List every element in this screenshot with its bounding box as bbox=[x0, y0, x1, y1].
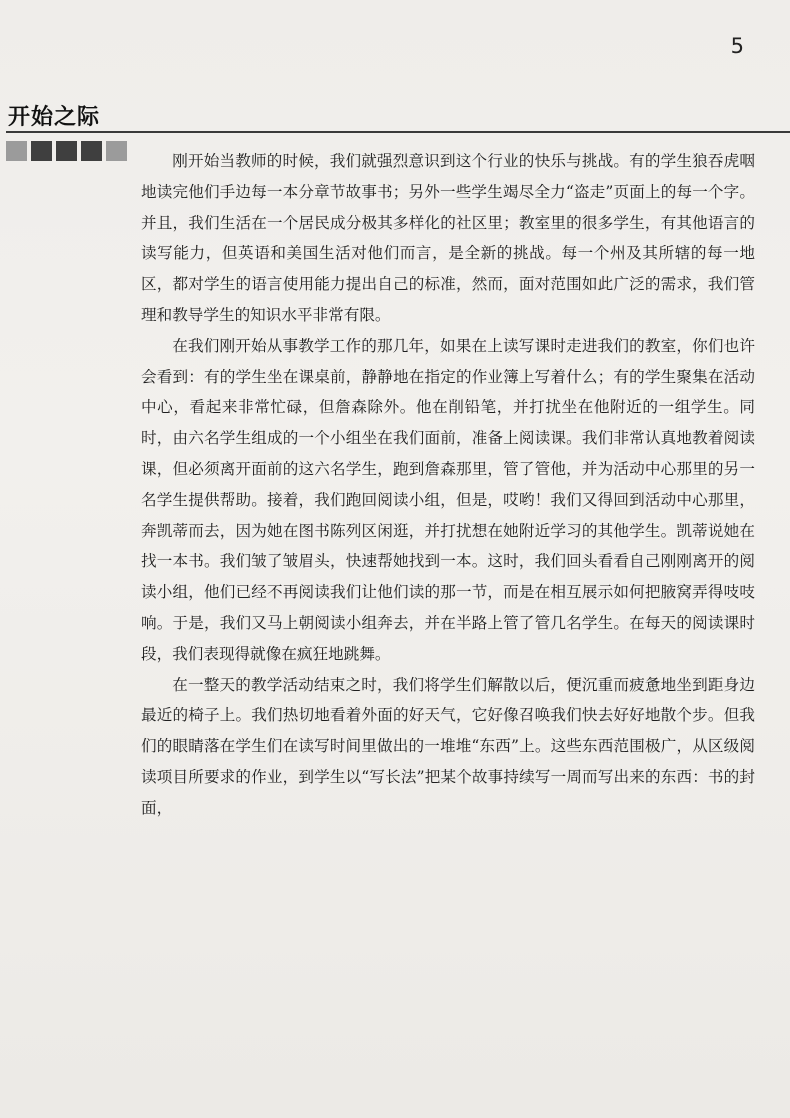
page-number: 5 bbox=[730, 34, 744, 58]
square-dark bbox=[31, 141, 52, 161]
square-light bbox=[106, 141, 127, 161]
section-title: 开始之际 bbox=[8, 104, 101, 130]
body-text bbox=[141, 146, 755, 824]
paragraph: 刚开始当教师的时候，我们就强烈意识到这个行业的快乐与挑战。有的学生狼吞虎咽地读完他们手边每一本分章节故事书；另外一些学生竭尽全力“盗走”页面上的每一个字。并且，我们生活在一个居民成分极其多样化的社区里；教室里的很多学生，有其他语言的读写能力，但英语和美国生活对他们而言，是全新的挑战。每一个州及其所辖的每一地区，都对学生的语言使用能力提出自己的标准，然而，面对范围如此广泛的需求，我们管理和教导学生的知识水平非常有限。 bbox=[141, 152, 755, 324]
square-light bbox=[6, 141, 27, 161]
title-rule bbox=[6, 131, 790, 133]
paragraph: 在一整天的教学活动结束之时，我们将学生们解散以后，便沉重而疲惫地坐到距身边最近的椅子上。我们热切地看着外面的好天气，它好像召唤我们快去好好地散个步。但我们的眼睛落在学生们在读写时间里做出的一堆堆“东西”上。这些东西范围极广，从区级阅读项目所要求的作业，到学生以“写长法”把某个故事持续写一周而写出来的东西：书的封面， bbox=[141, 675, 755, 817]
paragraph: 在我们刚开始从事教学工作的那几年，如果在上读写课时走进我们的教室，你们也许会看到：有的学生坐在课桌前，静静地在指定的作业簿上写着什么；有的学生聚集在活动中心，看起来非常忙碌，但詹森除外。他在削铅笔，并打扰坐在他附近的一组学生。同时，由六名学生组成的一个小组坐在我们面前，准备上阅读课。我们非常认真地教着阅读课，但必须离开面前的这六名学生，跑到詹森那里，管了管他，并为活动中心那里的另一名学生提供帮助。接着，我们跑回阅读小组，但是，哎哟！我们又得回到活动中心那里，奔凯蒂而去，因为她在图书陈列区闲逛，并打扰想在她附近学习的其他学生。凯蒂说她在找一本书。我们皱了皱眉头，快速帮她找到一本。这时，我们回头看看自己刚刚离开的阅读小组，他们已经不再阅读我们让他们读的那一节，而是在相互展示如何把腋窝弄得吱吱响。于是，我们又马上朝阅读小组奔去，并在半路上管了管几名学生。在每天的阅读课时段，我们表现得就像在疯狂地跳舞。 bbox=[141, 336, 755, 663]
square-dark bbox=[56, 141, 77, 161]
decorative-squares bbox=[6, 141, 127, 161]
square-dark bbox=[81, 141, 102, 161]
